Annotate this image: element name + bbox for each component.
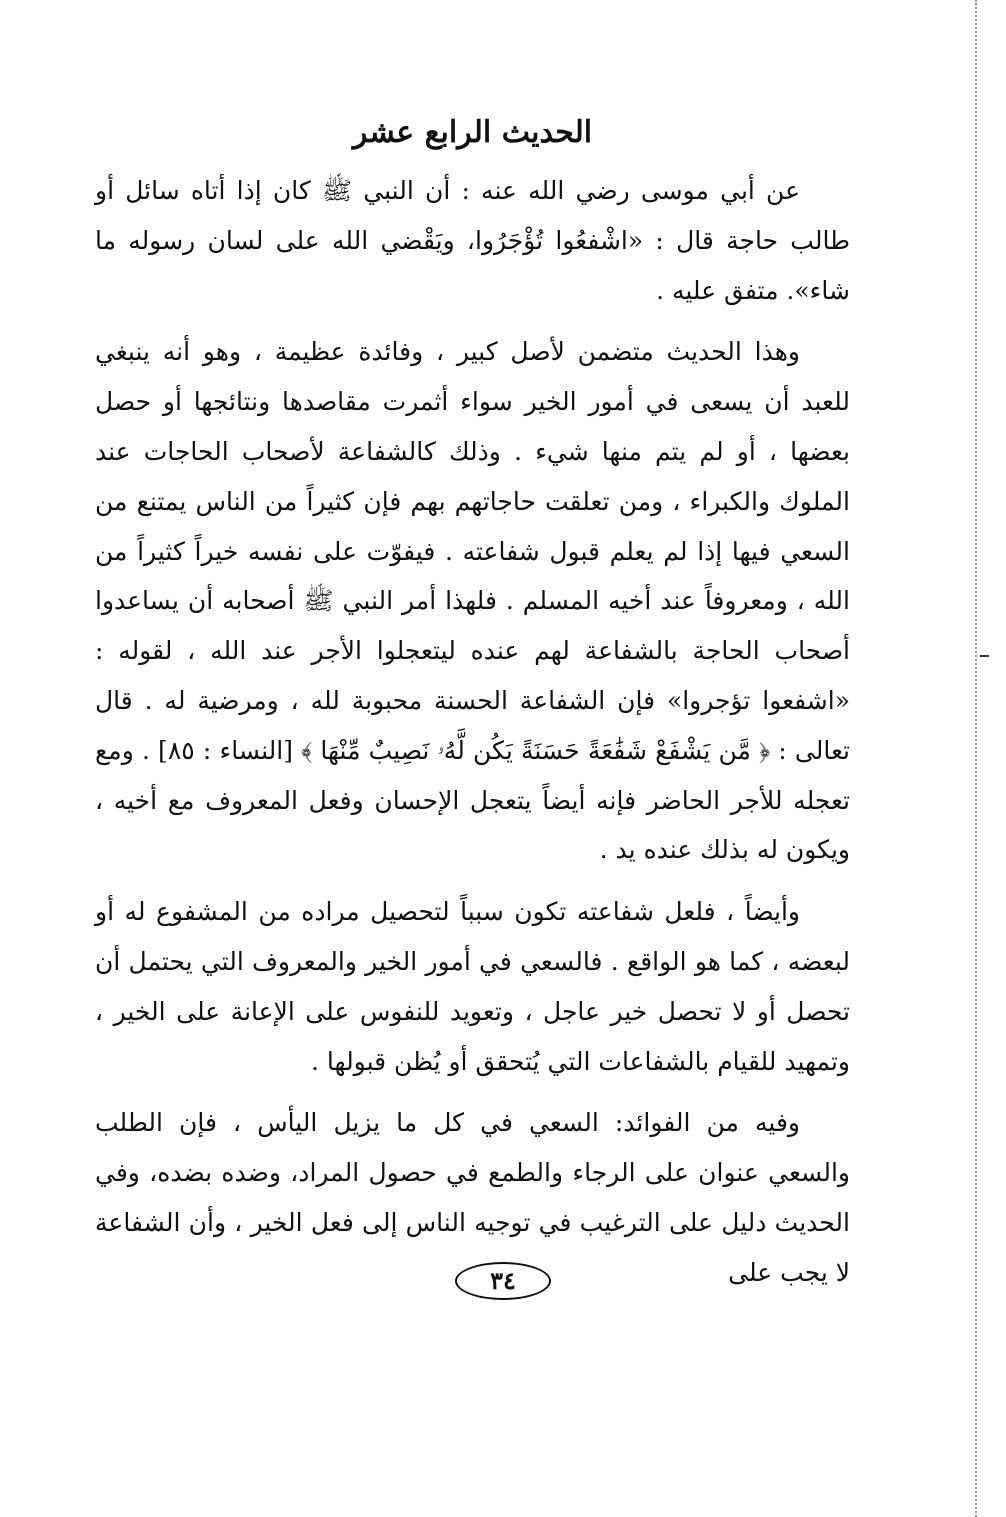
scan-edge-mark	[980, 655, 989, 657]
paragraph-commentary-2: وأيضاً ، فلعل شفاعته تكون سبباً لتحصيل مراده من المشفوع له أو لبعضه ، كما هو الواقع . فالسعي في أمور الخير والمعروف التي يحتمل أن تحصل أو لا تحصل خير عاجل ، وتعويد للنفوس على الإعانة على الخير ، وتمهيد للقيام بالشفاعات التي يُتحقق أو يُظن قبولها .	[95, 897, 850, 1076]
paragraph-commentary-1: وهذا الحديث متضمن لأصل كبير ، وفائدة عظيمة ، وهو أنه ينبغي للعبد أن يسعى في أمور الخير سواء أثمرت مقاصدها ونتائجها أو حصل بعضها ، أو لم يتم منها شيء . وذلك كالشفاعة لأصحاب الحاجات عند الملوك والكبراء ، ومن تعلقت حاجاتهم بهم فإن كثيراً من الناس يمتنع من السعي فيها إذا لم يعلم قبول شفاعته . فيفوّت على نفسه خيراً كثيراً من الله ، ومعروفاً عند أخيه المسلم . فلهذا أمر النبي ﷺ أصحابه أن يساعدوا أصحاب الحاجة بالشفاعة لهم عنده ليتعجلوا الأجر عند الله ، لقوله : «اشفعوا تؤجروا» فإن الشفاعة الحسنة محبوبة لله ، ومرضية له . قال تعالى : ﴿ مَّن يَشْفَعْ شَفَٰعَةً حَسَنَةً يَكُن لَّهُۥ نَصِيبٌ مِّنْهَا ﴾ [النساء : ٨٥] . ومع تعجله للأجر الحاضر فإنه أيضاً يتعجل الإحسان وفعل المعروف مع أخيه ، ويكون له بذلك عنده يد .	[95, 337, 850, 865]
chapter-title: الحديث الرابع عشر	[352, 115, 593, 150]
page-body	[95, 108, 850, 1310]
paragraph-hadith-text: عن أبي موسى رضي الله عنه : أن النبي ﷺ كان إذا أتاه سائل أو طالب حاجة قال : «اشْفعُوا تُؤْجَرُوا، ويَقْضي الله على لسان رسوله ما شاء». متفق عليه .	[95, 176, 850, 305]
page-number: ٣٤	[455, 1262, 551, 1300]
footer	[0, 1262, 1006, 1300]
paragraph-commentary-3: وفيه من الفوائد: السعي في كل ما يزيل اليأس ، فإن الطلب والسعي عنوان على الرجاء والطمع في حصول المراد، وضده بضده، وفي الحديث دليل على الترغيب في توجيه الناس إلى فعل الخير ، وأن الشفاعة لا يجب على	[95, 1108, 850, 1287]
